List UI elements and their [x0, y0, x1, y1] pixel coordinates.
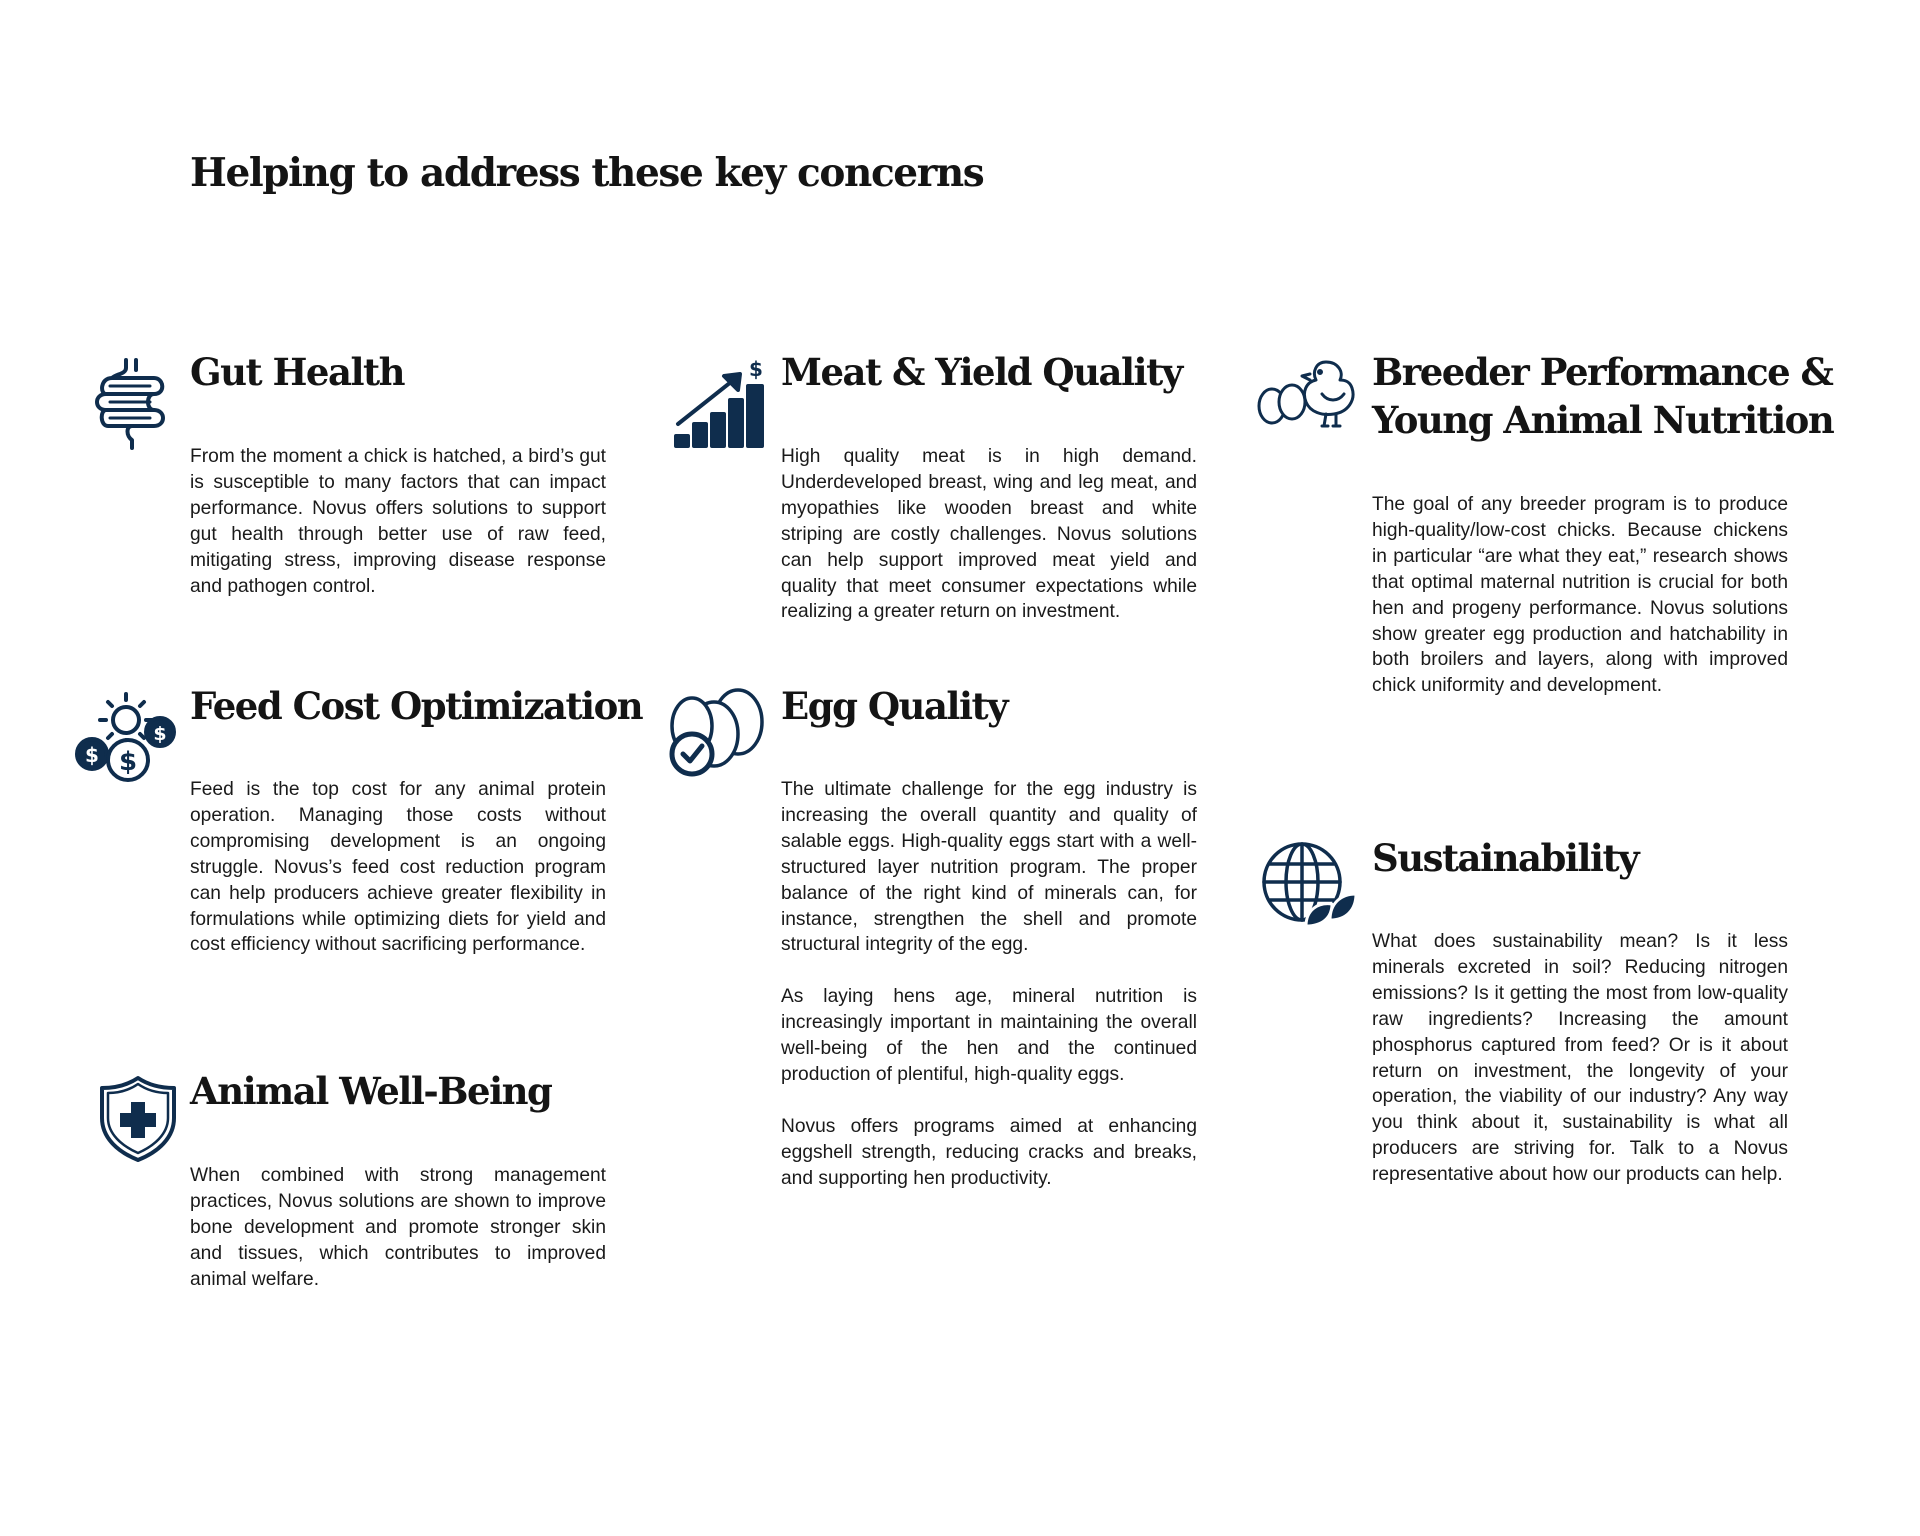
- egg-quality-paragraph-2: As laying hens age, mineral nutrition is increasingly important in maintaining the overall well-being of the hen and the continued production of plentiful, high-quality eggs.: [781, 986, 1197, 1085]
- animal-well-being-body: [190, 1163, 606, 1293]
- eggs-check-icon: [666, 686, 768, 780]
- gut-health-body: [190, 444, 606, 599]
- breeder-title-line-1: Breeder Performance &: [1372, 350, 1833, 394]
- egg-quality-paragraph-3: Novus offers programs aimed at enhancing eggshell strength, reducing cracks and breaks, and supporting hen productivity.: [781, 1115, 1197, 1189]
- gut-health-title: Gut Health: [190, 350, 404, 394]
- feed-cost-paragraph: Feed is the top cost for any animal protein operation. Managing those costs without compromising development is an ongoing struggle. Novus’s feed cost reduction program can help producers achieve greater flexibility in formulations while optimizing diets for yield and cost efficiency without sacrificing performance.: [190, 779, 606, 956]
- globe-leaf-icon: [1260, 840, 1358, 930]
- meat-yield-title: Meat & Yield Quality: [781, 350, 1182, 394]
- svg-text:$: $: [118, 747, 138, 777]
- intestine-icon: [86, 356, 176, 452]
- svg-text:$: $: [153, 723, 167, 745]
- gear-coins-icon: [74, 690, 178, 786]
- breeder-title-line-2: Young Animal Nutrition: [1372, 398, 1834, 442]
- animal-well-being-paragraph: When combined with strong management practices, Novus solutions are shown to improve bone development and promote stronger skin and tissues, which contributes to improved animal welfare.: [190, 1165, 606, 1290]
- egg-quality-paragraph-1: The ultimate challenge for the egg industry is increasing the overall quantity and quality of salable eggs. High-quality eggs start with a well-structured layer nutrition program. The proper balance of the right kind of minerals can, for instance, strengthen the shell and promote structural integrity of the egg.: [781, 779, 1197, 956]
- sustainability-paragraph: What does sustainability mean? Is it less minerals excreted in soil? Reducing nitrogen emissions? Is it getting the most from low-quality raw ingredients? Increasing the amount phosphorus captured from feed? Or is it about return on investment, the longevity of your operation, the viability of our industry? Any way you think about it, sustainability is what all producers are striving for. Talk to a Novus representative about how our products can help.: [1372, 931, 1788, 1186]
- growth-chart-icon: [674, 358, 766, 448]
- meat-yield-body: [781, 444, 1197, 625]
- svg-text:$: $: [85, 743, 99, 767]
- feed-cost-body: [190, 777, 606, 958]
- egg-quality-title: Egg Quality: [781, 684, 1008, 728]
- sustainability-title: Sustainability: [1372, 836, 1639, 880]
- breeder-paragraph: The goal of any breeder program is to produce high-quality/low-cost chicks. Because chickens in particular “are what they eat,” research shows that optimal maternal nutrition is crucial for both hen and progeny performance. Novus solutions show greater egg production and hatchability in both broilers and layers, along with improved chick uniformity and development.: [1372, 494, 1788, 697]
- shield-cross-icon: [98, 1074, 178, 1164]
- egg-quality-body: [781, 777, 1197, 1191]
- meat-yield-paragraph: High quality meat is in high demand. Underdeveloped breast, wing and leg meat, and myopathies like wooden breast and white striping are costly challenges. Novus solutions can help support improved meat yield and quality that meet consumer expectations while realizing a greater return on investment.: [781, 446, 1197, 623]
- feed-cost-title: Feed Cost Optimization: [190, 684, 643, 728]
- page-title: Helping to address these key concerns: [190, 150, 984, 196]
- gut-health-paragraph: From the moment a chick is hatched, a bird’s gut is susceptible to many factors that can impact performance. Novus offers solutions to support gut health through better use of raw feed, mitigating stress, improving disease response and pathogen control.: [190, 446, 606, 597]
- animal-well-being-title: Animal Well-Being: [190, 1069, 552, 1113]
- svg-text:$: $: [749, 358, 763, 381]
- chick-eggs-icon: [1256, 356, 1360, 430]
- sustainability-body: [1372, 929, 1788, 1188]
- breeder-body: [1372, 492, 1788, 699]
